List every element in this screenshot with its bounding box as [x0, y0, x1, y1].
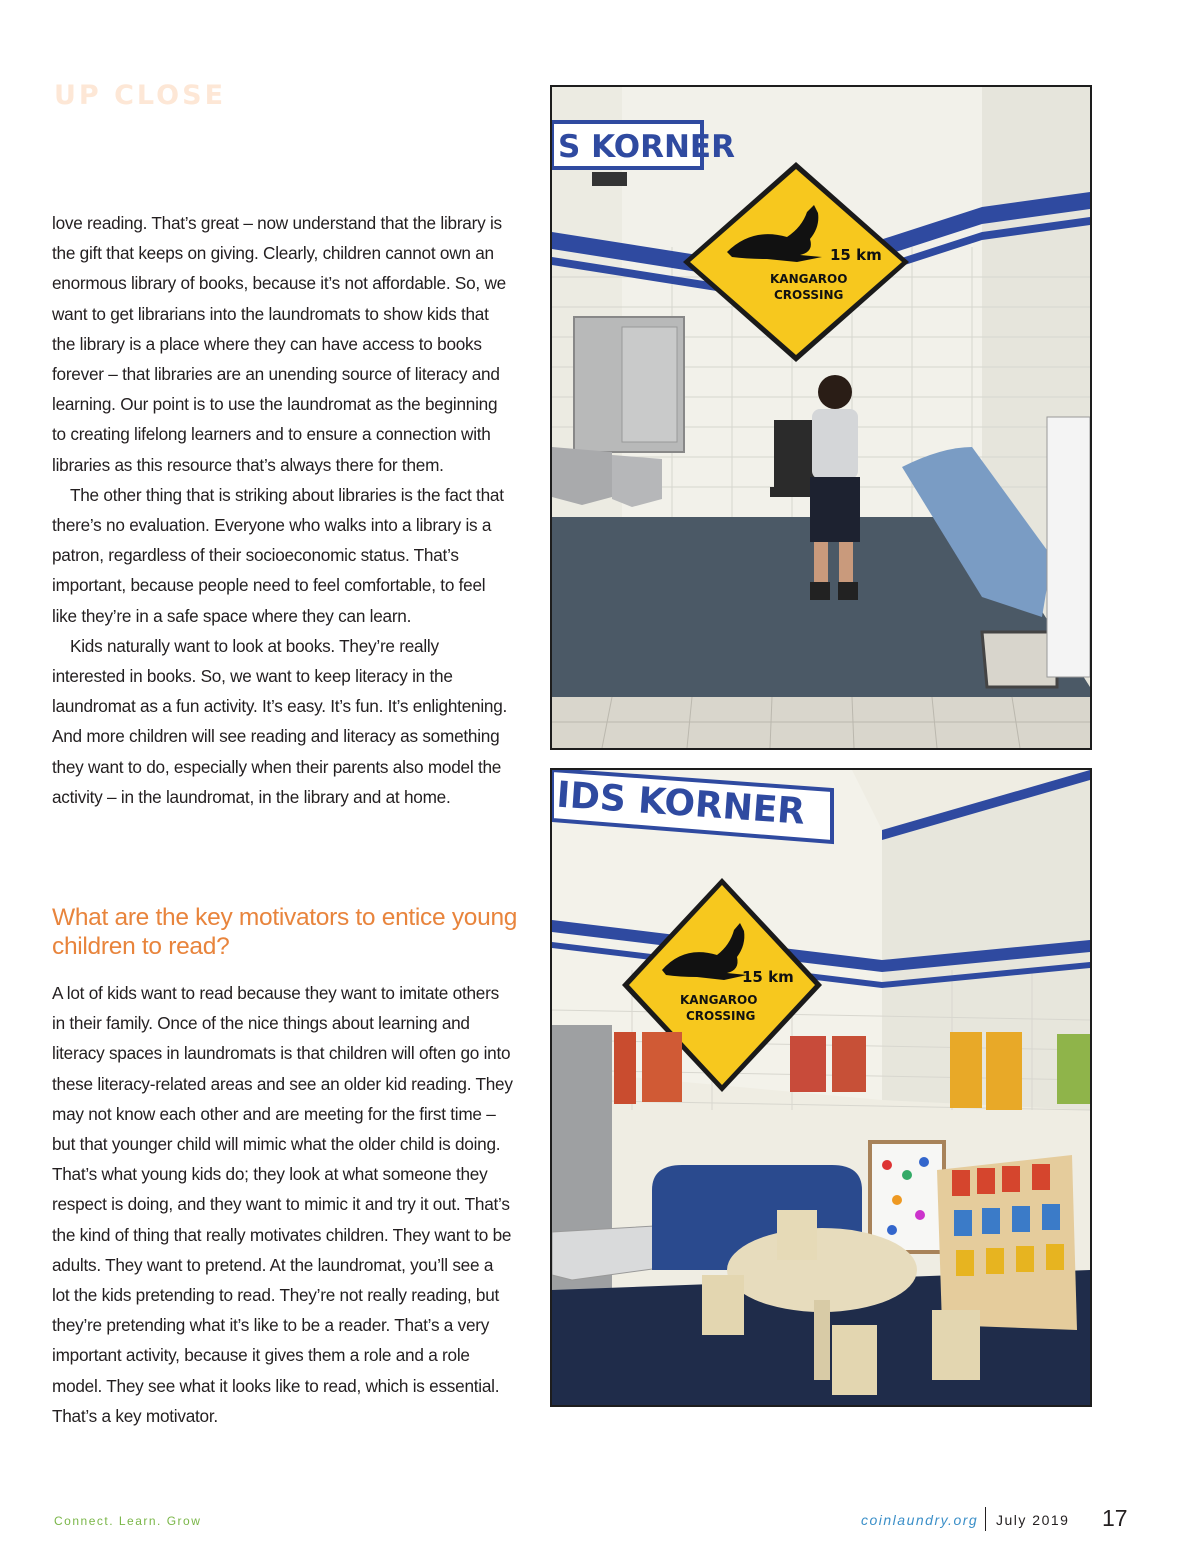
paragraph: Kids naturally want to look at books. They’re really interested in books. So, we want to keep literacy in the laundromat as a fun activity. It’s easy. It’s fun. It’s enlightening. And more children will see reading and literacy as something they want to do, especially when their parents also model the activity – in the laundromat, in the library and at home.: [52, 635, 508, 807]
banner-text: S KORNER: [558, 129, 735, 165]
svg-text:KANGAROO: KANGAROO: [770, 272, 848, 286]
photo-kids-korner-reading-area: [550, 768, 1092, 1407]
article-column-top: [52, 208, 514, 812]
paragraph: A lot of kids want to read because they want to imitate others in their family. Once of the nice things about learning and literacy spaces in laundromats is that children will often go into these literacy-related areas and see an older kid reading. They may not know each other and are meeting for the first time – but that younger child will mimic what the older child is doing. That’s what young kids do; they look at what someone they respect is doing, and they want to mimic it and try it out. That’s the kind of thing that really motivates children. They want to be adults. They want to pretend. At the laundromat, you’ll see a lot the kids pretending to read. They’re not really reading, but they’re pretending what it’s like to be a reader. That’s a very important activity, because it gives them a role and a role model. They see what it looks like to read, which is essential. That’s a key motivator.: [52, 983, 513, 1426]
photo-kids-korner-boy: [550, 85, 1092, 750]
svg-text:CROSSING: CROSSING: [686, 1009, 756, 1023]
banner-text: IDS KORNER: [555, 774, 807, 833]
footer-site[interactable]: coinlaundry.org: [861, 1512, 979, 1528]
section-label: UP CLOSE: [54, 80, 227, 111]
svg-text:15 km: 15 km: [742, 968, 794, 986]
svg-text:CROSSING: CROSSING: [774, 288, 844, 302]
paragraph: The other thing that is striking about libraries is the fact that there’s no evaluation. Everyone who walks into a library is a patron, regardless of their socioeconomic status. That’s important, because people need to feel comfortable, to feel like they’re in a safe space where they can learn.: [52, 484, 504, 626]
footer-date: July 2019: [996, 1512, 1070, 1528]
footer-tagline: Connect. Learn. Grow: [54, 1514, 202, 1528]
article-column-bottom: [52, 978, 514, 1431]
subheading: What are the key motivators to entice young children to read?: [52, 904, 518, 960]
footer-divider: [985, 1507, 986, 1531]
svg-text:15 km: 15 km: [830, 246, 882, 264]
page-number: 17: [1102, 1505, 1128, 1531]
svg-text:KANGAROO: KANGAROO: [680, 993, 758, 1007]
paragraph: love reading. That’s great – now understand that the library is the gift that keeps on giving. Clearly, children cannot own an enormous library of books, because it’s not affordable. So, we want to get librarians into the laundromats to show kids that the library is a place where they can have access to books forever – that libraries are an unending source of literacy and learning. Our point is to use the laundromat as the beginning to creating lifelong learners and to ensure a connection with libraries as this resource that’s always there for them.: [52, 213, 506, 475]
